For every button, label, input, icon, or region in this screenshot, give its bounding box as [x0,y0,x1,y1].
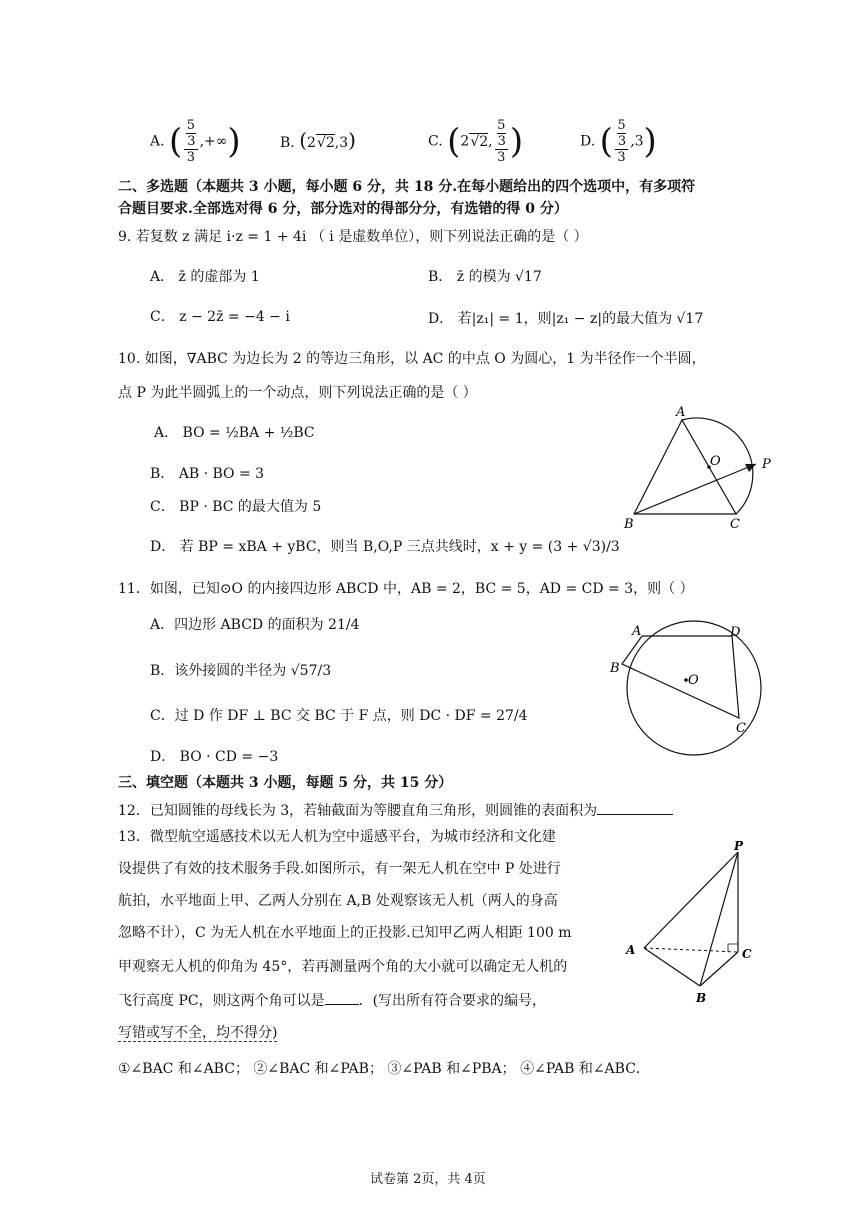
q9-option-c[interactable]: C． z − 2z̄ = −4 − i [150,309,290,325]
label-c: C [742,947,752,961]
q12-stem [118,800,673,820]
q13-answer-blank[interactable] [325,992,359,1005]
q8-option-b[interactable]: B. (2√2,3) [280,128,356,152]
label-d: D [730,625,741,640]
q9-option-d[interactable]: D． 若|z₁| = 1，则|z₁ − z|的最大值为 √17 [428,311,704,327]
q13-line5: 甲观察无人机的仰角为 45°，若再测量两个角的大小就可以确定无人机的 [118,959,568,975]
option-label: B. [280,135,295,151]
q13-line7 [118,1022,277,1042]
label-a: A [626,943,636,957]
q13-figure [622,840,762,1010]
q11-option-b[interactable]: B．该外接圆的半径为 √57/3 [150,663,332,679]
q8-option-d[interactable]: D. ( 5 3 3 ,3) [580,118,657,165]
q10-option-d[interactable]: D． 若 BP = xBA + yBC，则当 B,O,P 三点共线时，x + y = (3 + √3)/3 [150,539,620,555]
label-c: C [736,721,746,736]
q9-option-a[interactable]: A． z̄ 的虚部为 1 [150,269,260,285]
q13-line2: 设提供了有效的技术服务手段.如图所示，有一架无人机在空中 P 处进行 [118,861,561,877]
q11-option-c[interactable]: C．过 D 作 DF ⊥ BC 交 BC 于 F 点，则 DC · DF = 27/4 [150,708,528,724]
q13-line7-text: 写错或写不全，均不得分) [118,1025,278,1041]
q11-figure [608,618,778,758]
section3-heading: 三、填空题（本题共 3 小题，每题 5 分，共 15 分） [118,775,453,791]
q11-option-d[interactable]: D． BO · CD = −3 [150,749,279,765]
label-b: B [610,661,620,676]
page-footer: 试卷第 2页，共 4页 [370,1172,486,1187]
q8-option-a[interactable]: A. ( 5 3 3 ,+∞) [150,118,241,165]
label-b: B [696,991,707,1005]
label-c: C [730,517,740,532]
option-label: D. [580,133,596,150]
label-o: O [688,673,699,688]
option-label: A. [150,133,165,150]
q8-option-c[interactable]: C. (2√2, 5 3 3 ) [428,118,524,165]
segment-ac-dashed [644,948,738,952]
q11-option-a[interactable]: A．四边形 ABCD 的面积为 21/4 [150,617,360,633]
q10-option-b[interactable]: B． AB · BO = 3 [150,466,265,482]
q10-figure [616,400,786,536]
q9-stem: 9. 若复数 z 满足 i·z = 1 + 4i （ i 是虚数单位），则下列说法正确的是（ ） [118,229,588,245]
q10-option-a[interactable]: A． BO = ½BA + ½BC [154,425,315,441]
q13-choices: ①∠BAC 和∠ABC； ②∠BAC 和∠PAB； ③∠PAB 和∠PBA； ④∠PAB 和∠ABC． [118,1061,650,1077]
segment-ab [644,948,700,986]
q12-answer-blank[interactable] [597,802,673,815]
label-a: A [632,624,642,639]
vector-bp [634,464,756,514]
q13-line6-tail: ．(写出所有符合要求的编号， [358,993,547,1009]
section2-heading-line1: 二、多选题（本题共 3 小题，每小题 6 分，共 18 分.在每小题给出的四个选项中，有多项符 [118,179,696,195]
q13-line6-text: 飞行高度 PC，则这两个角可以是 [118,993,325,1009]
label-o: O [710,454,721,469]
q10-stem-line2: 点 P 为此半圆弧上的一个动点，则下列说法正确的是（ ） [118,385,477,401]
section2-heading-line2: 合题目要求.全部选对得 6 分，部分选对的得部分分，有选错的得 0 分） [118,201,568,217]
q10-stem-line1: 10. 如图，∇ABC 为边长为 2 的等边三角形，以 AC 的中点 O 为圆心，1 为半径作一个半圆， [118,351,706,367]
triangle-abc [634,420,736,514]
q13-line6 [118,990,546,1010]
q11-stem: 11．如图，已知⊙O 的内接四边形 ABCD 中，AB = 2，BC = 5，AD = CD = 3，则（ ） [118,581,694,597]
q12-text: 12．已知圆锥的母线长为 3，若轴截面为等腰直角三角形，则圆锥的表面积为 [118,803,598,819]
q13-line1: 13．微型航空遥感技术以无人机为空中遥感平台，为城市经济和文化建 [118,829,556,845]
option-label: C. [428,133,443,150]
q10-option-c[interactable]: C． BP · BC 的最大值为 5 [150,499,322,515]
segment-bc [700,952,738,986]
q9-option-b[interactable]: B． z̄ 的模为 √17 [428,269,542,285]
right-angle-mark [728,944,738,952]
label-b: B [624,517,634,532]
label-p: P [762,457,771,472]
label-p: P [734,840,744,853]
q13-line3: 航拍，水平地面上甲、乙两人分别在 A,B 处观察该无人机（两人的身高 [118,893,558,909]
label-a: A [676,405,686,420]
q13-line4: 忽略不计），C 为无人机在水平地面上的正投影.已知甲乙两人相距 100 m [118,925,572,941]
